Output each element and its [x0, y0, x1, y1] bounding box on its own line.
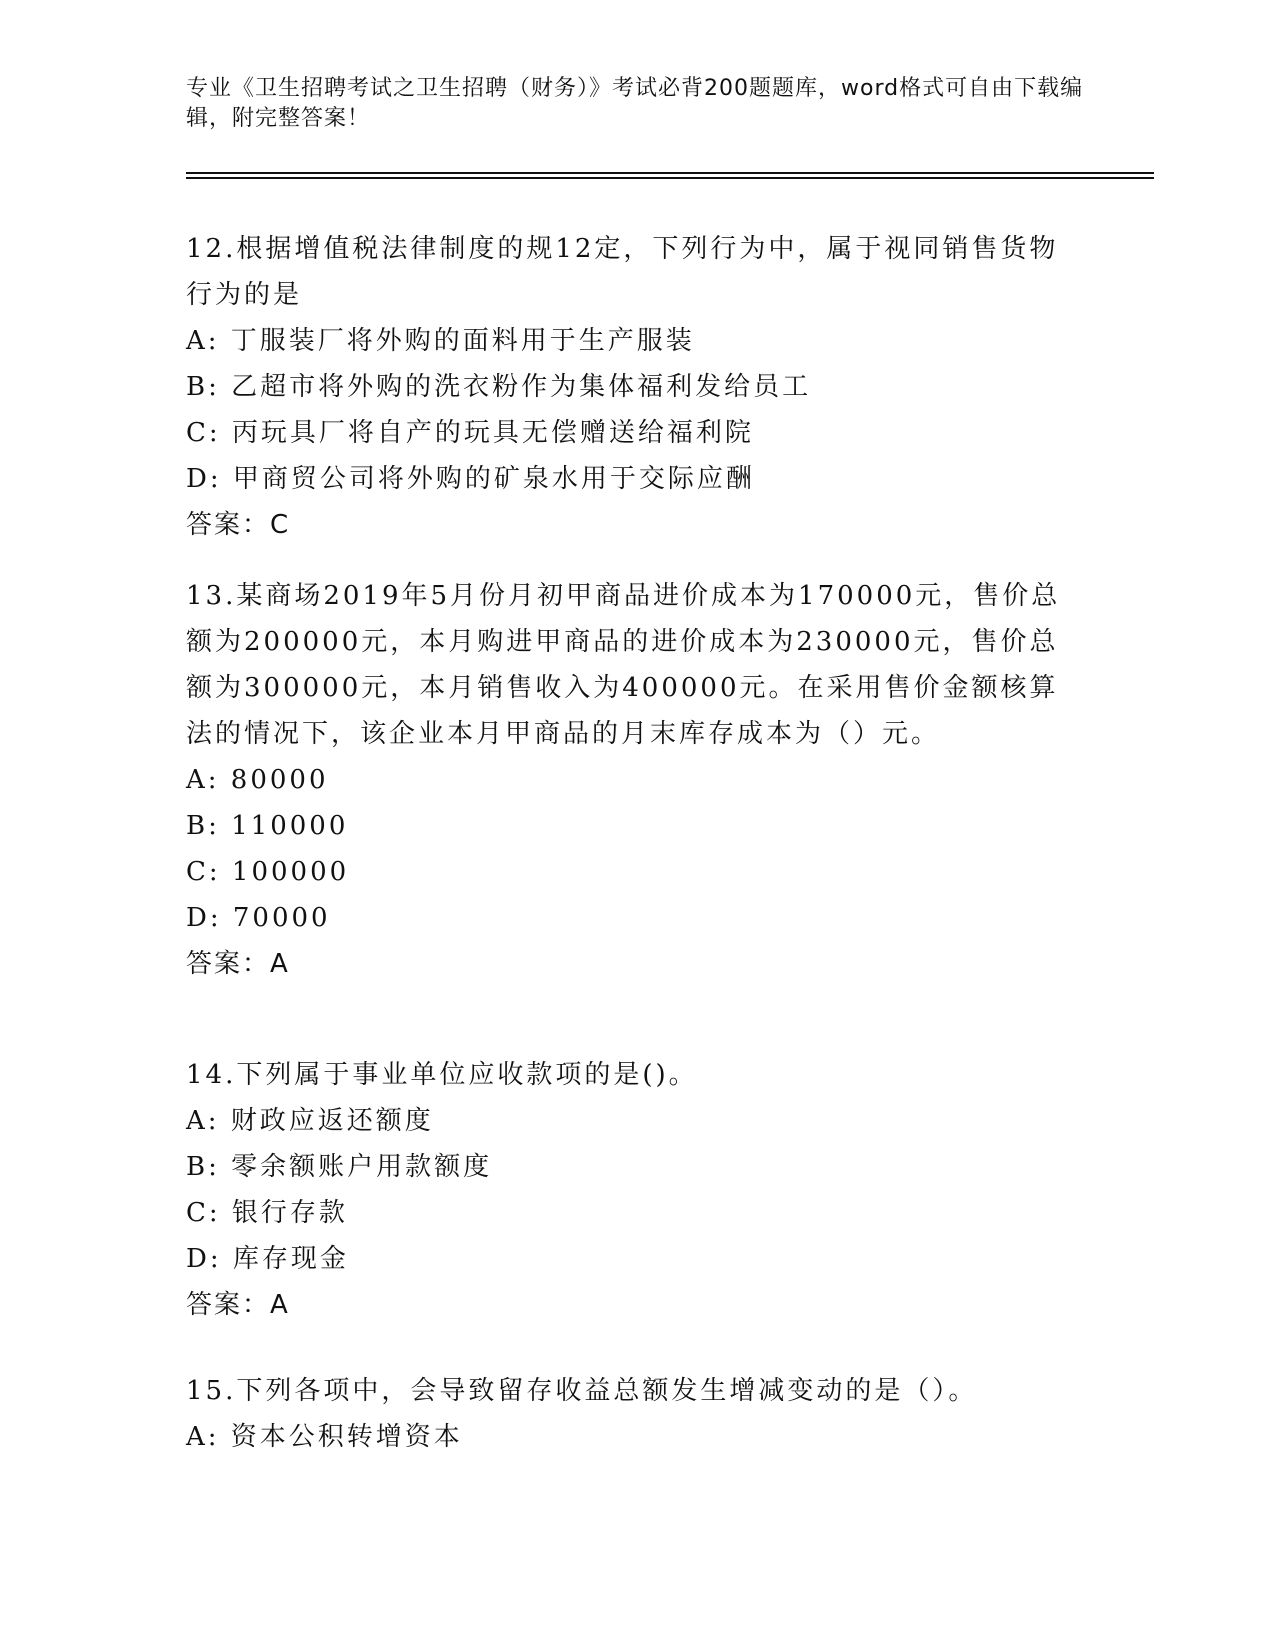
question-15 [186, 1368, 1086, 1460]
option-b: B: 零余额账户用款额度 [186, 1152, 493, 1182]
question-stem: 13.某商场2019年5月份月初甲商品进价成本为170000元，售价总额为200000元，本月购进甲商品的进价成本为230000元，售价总额为300000元，本月销售收入为400000元。在采用售价金额核算法的情况下，该企业本月甲商品的月末库存成本为（）元。 [186, 581, 1061, 749]
question-12 [186, 226, 1086, 548]
answer-text: 答案：C [186, 510, 291, 540]
option-a: A: 丁服装厂将外购的面料用于生产服装 [186, 326, 695, 356]
document-header: 专业《卫生招聘考试之卫生招聘（财务）》考试必背200题题库，word格式可自由下载编辑，附完整答案！ [186, 76, 1084, 131]
question-13 [186, 573, 1086, 987]
question-stem: 12.根据增值税法律制度的规12定，下列行为中，属于视同销售货物行为的是 [186, 234, 1059, 310]
question-stem: 14.下列属于事业单位应收款项的是()。 [186, 1060, 698, 1090]
option-c: C: 100000 [186, 857, 350, 887]
option-a: A: 80000 [186, 765, 329, 795]
option-d: D: 甲商贸公司将外购的矿泉水用于交际应酬 [186, 464, 755, 494]
option-a: A: 财政应返还额度 [186, 1106, 434, 1136]
option-d: D: 库存现金 [186, 1244, 349, 1274]
option-b: B: 乙超市将外购的洗衣粉作为集体福利发给员工 [186, 372, 812, 402]
option-d: D: 70000 [186, 903, 331, 933]
option-c: C: 银行存款 [186, 1198, 348, 1228]
option-c: C: 丙玩具厂将自产的玩具无偿赠送给福利院 [186, 418, 754, 448]
answer-text: 答案：A [186, 949, 290, 979]
answer-text: 答案：A [186, 1290, 290, 1320]
question-stem: 15.下列各项中，会导致留存收益总额发生增减变动的是（）。 [186, 1376, 978, 1406]
option-b: B: 110000 [186, 811, 349, 841]
option-a: A: 资本公积转增资本 [186, 1422, 463, 1452]
question-14 [186, 1052, 1086, 1328]
header-divider-bottom [186, 177, 1154, 179]
header-divider-top [186, 172, 1154, 174]
